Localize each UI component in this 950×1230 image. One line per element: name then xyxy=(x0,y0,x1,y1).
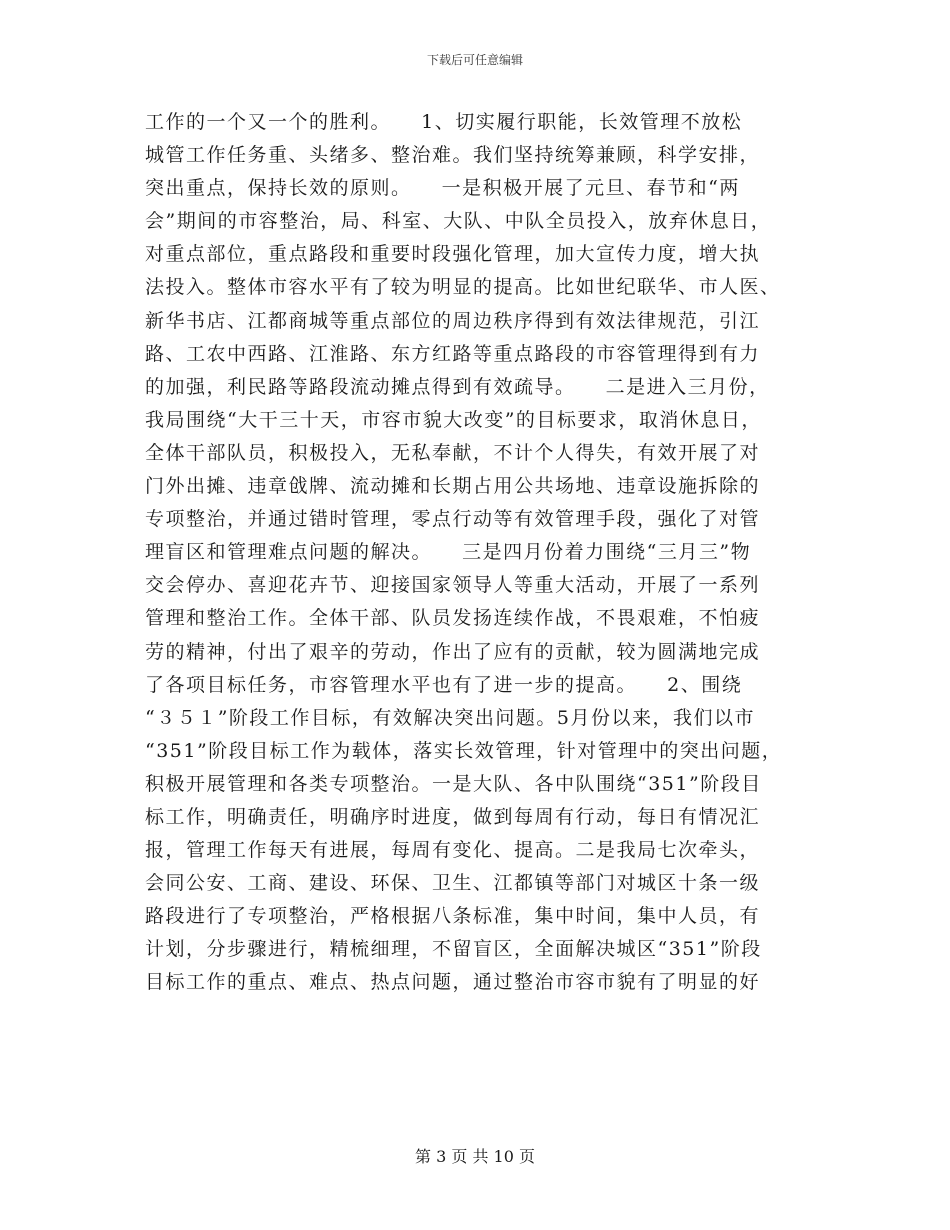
text-line: 门外出摊、违章戗牌、流动摊和长期占用公共场地、违章设施拆除的 xyxy=(145,475,761,498)
text-line: 积极开展管理和各类专项整治。一是大队、各中队围绕“351”阶段目 xyxy=(145,772,762,795)
text-line: 城管工作任务重、头绪多、整治难。我们坚持统筹兼顾，科学安排， xyxy=(145,144,761,167)
text-line: 对重点部位，重点路段和重要时段强化管理，加大宣传力度，增大执 xyxy=(145,243,761,266)
page-header: 下载后可任意编辑 xyxy=(426,53,523,67)
text-line: “３５１”阶段工作目标，有效解决突出问题。5月份以来，我们以市 xyxy=(145,706,756,729)
text-line: 会”期间的市容整治，局、科室、大队、中队全员投入，放弃休息日， xyxy=(145,210,772,233)
text-line: 全体干部队员，积极投入，无私奉献，不计个人得失，有效开展了对 xyxy=(145,441,761,464)
text-line: 管理和整治工作。全体干部、队员发扬连续作战，不畏艰难，不怕疲 xyxy=(145,607,761,630)
text-line: “351”阶段目标工作为载体，落实长效管理，针对管理中的突出问题， xyxy=(145,739,783,762)
text-line: 了各项目标任务，市容管理水平也有了进一步的提高。 2、围绕 xyxy=(145,673,743,696)
text-line: 劳的精神，付出了艰辛的劳动，作出了应有的贡献，较为圆满地完成 xyxy=(145,640,761,663)
text-line: 交会停办、喜迎花卉节、迎接国家领导人等重大活动，开展了一系列 xyxy=(145,574,761,597)
text-line: 报，管理工作每天有进展，每周有变化、提高。二是我局七次牵头， xyxy=(145,839,761,862)
text-line: 路、工农中西路、江淮路、东方红路等重点路段的市容管理得到有力 xyxy=(145,342,761,365)
text-line: 路段进行了专项整治，严格根据八条标准，集中时间，集中人员，有 xyxy=(145,905,761,928)
text-line: 理盲区和管理难点问题的解决。 三是四月份着力围绕“三月三”物 xyxy=(145,541,752,564)
text-line: 计划，分步骤进行，精梳细理，不留盲区，全面解决城区“351”阶段 xyxy=(145,938,762,961)
text-line: 突出重点，保持长效的原则。 一是积极开展了元旦、春节和“两 xyxy=(145,177,740,200)
text-line: 目标工作的重点、难点、热点问题，通过整治市容市貌有了明显的好 xyxy=(145,971,761,994)
text-line: 会同公安、工商、建设、环保、卫生、江都镇等部门对城区十条一级 xyxy=(145,872,761,895)
text-line: 标工作，明确责任，明确序时进度，做到每周有行动，每日有情况汇 xyxy=(145,805,761,828)
text-line: 新华书店、江都商城等重点部位的周边秩序得到有效法律规范，引江 xyxy=(145,309,761,332)
page-number-footer: 第 3 页 共 10 页 xyxy=(415,1147,535,1166)
text-line: 专项整治，并通过错时管理，零点行动等有效管理手段，强化了对管 xyxy=(145,508,761,531)
text-line: 工作的一个又一个的胜利。 1、切实履行职能，长效管理不放松 xyxy=(145,111,743,133)
text-line: 我局围绕“大干三十天，市容市貌大改变”的目标要求，取消休息日， xyxy=(145,408,762,431)
text-line: 法投入。整体市容水平有了较为明显的提高。比如世纪联华、市人医、 xyxy=(145,276,781,299)
document-body xyxy=(145,106,845,1000)
text-line: 的加强，利民路等路段流动摊点得到有效疏导。 二是进入三月份， xyxy=(145,375,770,398)
